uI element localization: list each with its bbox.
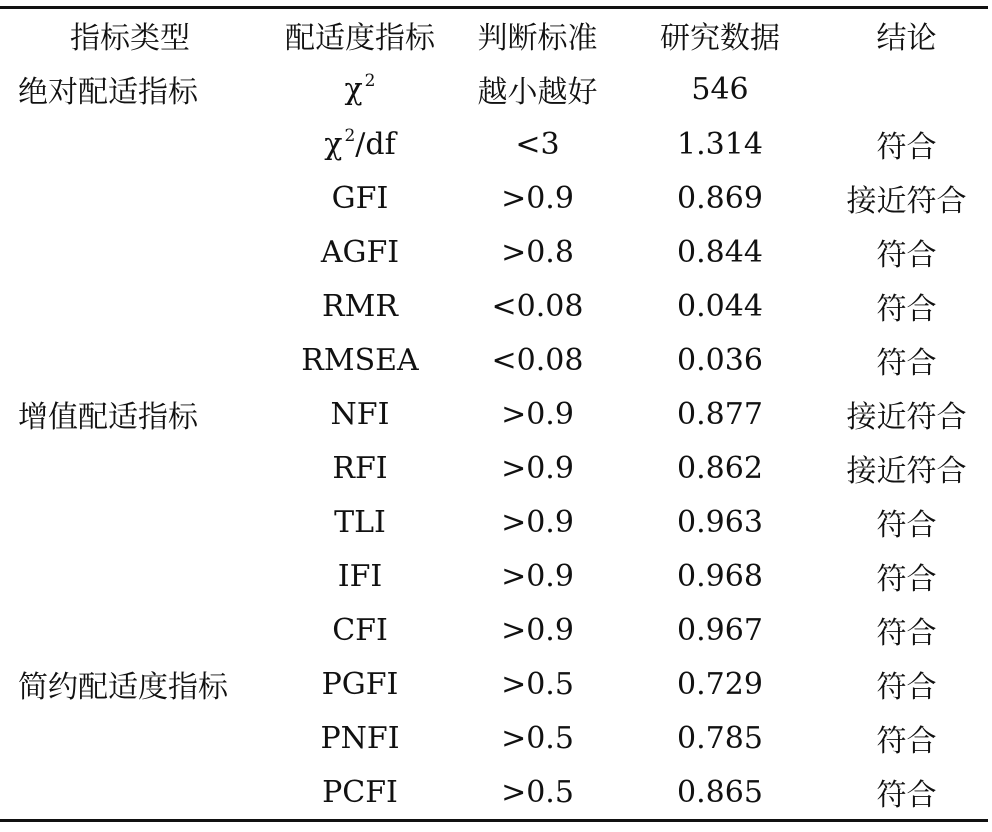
- fit-index-name: RMR: [322, 288, 398, 324]
- cell-index-type: [0, 171, 260, 225]
- fit-index-superscript: 2: [364, 71, 376, 91]
- cell-research-value: 0.044: [677, 288, 763, 324]
- cell-conclusion: 符合: [876, 778, 937, 813]
- cell-fit-index: [260, 657, 460, 711]
- cell-fit-index: [260, 225, 460, 279]
- fit-index-name: PNFI: [320, 720, 400, 756]
- fit-index-superscript: 2: [344, 126, 356, 146]
- cell-research-value: 0.865: [677, 774, 763, 810]
- table-bottom-rule: [0, 819, 988, 822]
- cell-index-type: 增值配适指标: [18, 400, 198, 435]
- fit-index-name: CFI: [332, 612, 388, 648]
- cell-fit-index: [260, 711, 460, 765]
- cell-conclusion: 符合: [876, 130, 937, 165]
- cell-index-type: [0, 495, 260, 549]
- cell-conclusion: 接近符合: [846, 454, 967, 489]
- cell-fit-index: [260, 117, 460, 171]
- cell-research-value: 1.314: [677, 126, 763, 162]
- cell-research-value: 0.967: [677, 612, 763, 648]
- table-row: [0, 657, 988, 711]
- cell-fit-index: [260, 387, 460, 441]
- fit-index-table: [0, 9, 988, 819]
- header-research-data: 研究数据: [660, 21, 780, 56]
- cell-conclusion: 符合: [876, 508, 937, 543]
- cell-criterion: >0.9: [501, 180, 574, 216]
- table-row: [0, 61, 988, 117]
- cell-fit-index: [260, 441, 460, 495]
- cell-fit-index: [260, 61, 460, 117]
- fit-index-name: χ: [324, 127, 343, 162]
- table-row: [0, 711, 988, 765]
- cell-conclusion: 符合: [876, 238, 937, 273]
- cell-criterion: >0.9: [501, 612, 574, 648]
- cell-research-value: 0.729: [677, 666, 763, 702]
- cell-criterion: >0.9: [501, 450, 574, 486]
- table-body: [0, 61, 988, 819]
- cell-conclusion: [825, 61, 988, 117]
- cell-fit-index: [260, 603, 460, 657]
- table-row: [0, 603, 988, 657]
- cell-research-value: 0.862: [677, 450, 763, 486]
- table-row: [0, 333, 988, 387]
- header-index-type: 指标类型: [70, 21, 190, 56]
- cell-conclusion: 符合: [876, 562, 937, 597]
- cell-index-type: 绝对配适指标: [18, 75, 198, 110]
- cell-fit-index: [260, 333, 460, 387]
- cell-conclusion: 符合: [876, 724, 937, 759]
- cell-fit-index: [260, 549, 460, 603]
- cell-conclusion: 接近符合: [846, 184, 967, 219]
- cell-criterion: <3: [515, 126, 560, 162]
- table-row: [0, 765, 988, 819]
- cell-research-value: 0.877: [677, 396, 763, 432]
- cell-research-value: 546: [691, 71, 749, 107]
- cell-criterion: >0.5: [501, 666, 574, 702]
- cell-research-value: 0.968: [677, 558, 763, 594]
- cell-index-type: [0, 333, 260, 387]
- cell-fit-index: [260, 279, 460, 333]
- cell-research-value: 0.036: [677, 342, 763, 378]
- table-row: [0, 549, 988, 603]
- cell-index-type: [0, 711, 260, 765]
- header-conclusion: 结论: [876, 21, 937, 56]
- cell-research-value: 0.785: [677, 720, 763, 756]
- cell-conclusion: 接近符合: [846, 400, 967, 435]
- cell-research-value: 0.869: [677, 180, 763, 216]
- fit-index-name: TLI: [334, 504, 386, 540]
- fit-index-name: χ: [344, 72, 363, 107]
- cell-index-type: [0, 225, 260, 279]
- cell-criterion: 越小越好: [477, 75, 598, 110]
- cell-criterion: >0.8: [501, 234, 574, 270]
- fit-index-name: PCFI: [322, 774, 398, 810]
- cell-research-value: 0.844: [677, 234, 763, 270]
- header-criterion: 判断标准: [477, 21, 598, 56]
- cell-fit-index: [260, 765, 460, 819]
- header-fit-index: 配适度指标: [285, 21, 435, 56]
- cell-index-type: [0, 117, 260, 171]
- cell-criterion: <0.08: [491, 342, 584, 378]
- fit-index-table-container: [0, 6, 988, 822]
- cell-fit-index: [260, 171, 460, 225]
- table-row: [0, 495, 988, 549]
- table-row: [0, 225, 988, 279]
- fit-index-suffix: /df: [355, 127, 396, 162]
- cell-criterion: >0.5: [501, 720, 574, 756]
- table-row: [0, 117, 988, 171]
- table-row: [0, 387, 988, 441]
- fit-index-name: RFI: [332, 450, 388, 486]
- cell-index-type: [0, 765, 260, 819]
- table-header: [0, 9, 988, 61]
- cell-criterion: >0.9: [501, 558, 574, 594]
- cell-conclusion: 符合: [876, 616, 937, 651]
- fit-index-name: IFI: [337, 558, 383, 594]
- cell-index-type: [0, 441, 260, 495]
- cell-conclusion: 符合: [876, 670, 937, 705]
- fit-index-name: NFI: [330, 396, 390, 432]
- fit-index-name: RMSEA: [301, 342, 419, 378]
- cell-conclusion: 符合: [876, 292, 937, 327]
- cell-criterion: >0.5: [501, 774, 574, 810]
- fit-index-name: GFI: [331, 180, 389, 216]
- fit-index-name: AGFI: [320, 234, 400, 270]
- cell-criterion: <0.08: [491, 288, 584, 324]
- table-row: [0, 279, 988, 333]
- cell-criterion: >0.9: [501, 504, 574, 540]
- header-row: [0, 9, 988, 61]
- cell-index-type: 简约配适度指标: [18, 670, 228, 705]
- cell-criterion: >0.9: [501, 396, 574, 432]
- fit-index-name: PGFI: [321, 666, 399, 702]
- cell-index-type: [0, 603, 260, 657]
- cell-index-type: [0, 279, 260, 333]
- table-row: [0, 441, 988, 495]
- cell-fit-index: [260, 495, 460, 549]
- cell-conclusion: 符合: [876, 346, 937, 381]
- cell-index-type: [0, 549, 260, 603]
- table-row: [0, 171, 988, 225]
- cell-research-value: 0.963: [677, 504, 763, 540]
